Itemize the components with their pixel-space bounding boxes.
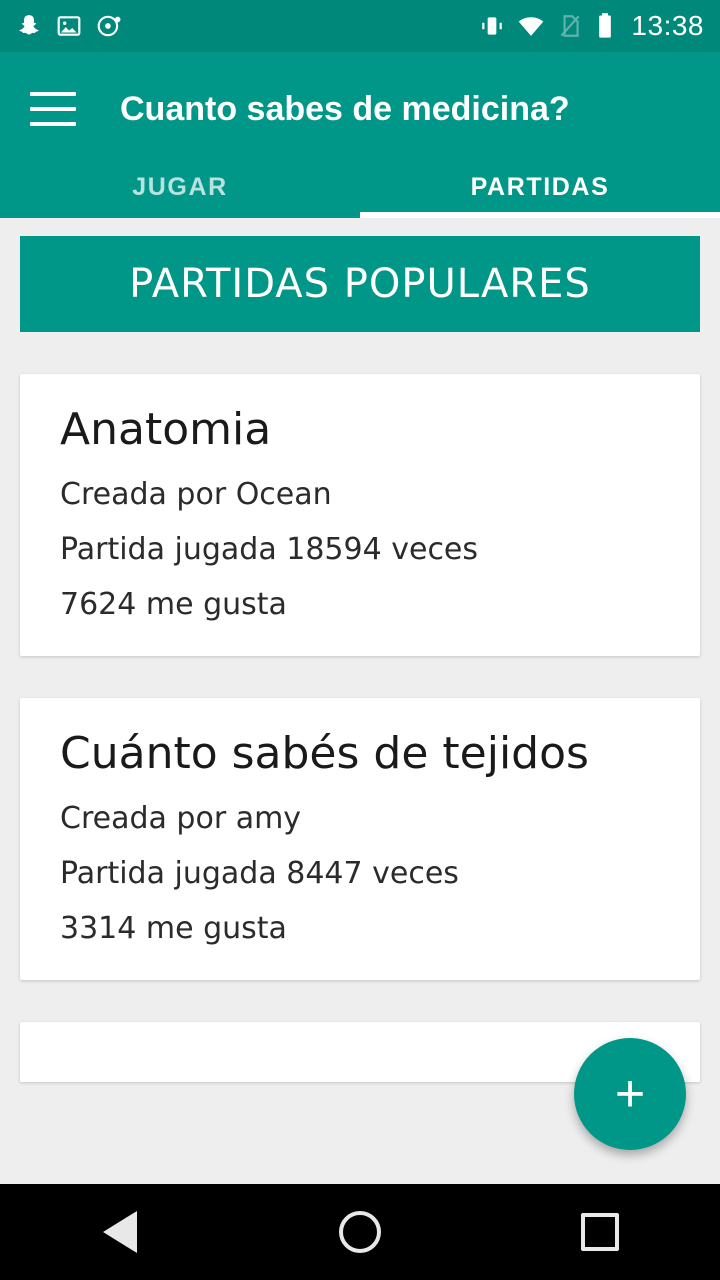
status-bar-clock: 13:38: [631, 10, 704, 41]
section-banner: PARTIDAS POPULARES: [20, 236, 700, 332]
add-game-button[interactable]: [574, 1038, 686, 1150]
card-title: Cuánto sabés de tejidos: [60, 728, 589, 779]
card-title: Anatomia: [60, 404, 272, 455]
status-bar-left-icons: [16, 13, 122, 39]
card-plays: Partida jugada 8447 veces: [60, 856, 459, 891]
main-content: [0, 218, 720, 1184]
card-likes: 3314 me gusta: [60, 911, 287, 946]
recents-square-icon: [581, 1213, 619, 1251]
tab-partidas[interactable]: PARTIDAS: [360, 156, 720, 218]
list-item[interactable]: [20, 698, 700, 980]
card-author: Creada por amy: [60, 801, 302, 836]
app-notification-icon: [96, 13, 122, 39]
nav-back-button[interactable]: [75, 1184, 165, 1280]
status-bar: [0, 0, 720, 52]
card-plays: Partida jugada 18594 veces: [60, 532, 479, 567]
list-item[interactable]: [20, 374, 700, 656]
photo-icon: [56, 13, 82, 39]
app-bar-top-row: [0, 62, 720, 156]
vibrate-icon: [479, 13, 505, 39]
card-author: Creada por Ocean: [60, 477, 332, 512]
nav-home-button[interactable]: [315, 1184, 405, 1280]
page-title: Cuanto sabes de medicina?: [120, 89, 570, 128]
system-navigation-bar: [0, 1184, 720, 1280]
tab-jugar[interactable]: JUGAR: [132, 172, 228, 201]
no-sim-icon: [557, 13, 583, 39]
app-bar: [0, 52, 720, 218]
home-circle-icon: [339, 1211, 381, 1253]
wifi-icon: [517, 12, 545, 40]
card-likes: 7624 me gusta: [60, 587, 287, 622]
tab-bar: [0, 156, 720, 218]
plus-icon: +: [614, 1065, 646, 1123]
hamburger-menu-icon[interactable]: [30, 92, 76, 126]
nav-recents-button[interactable]: [555, 1184, 645, 1280]
back-triangle-icon: [103, 1211, 137, 1253]
battery-icon: [595, 12, 615, 40]
status-bar-right-icons: [479, 10, 704, 42]
snapchat-icon: [16, 13, 42, 39]
